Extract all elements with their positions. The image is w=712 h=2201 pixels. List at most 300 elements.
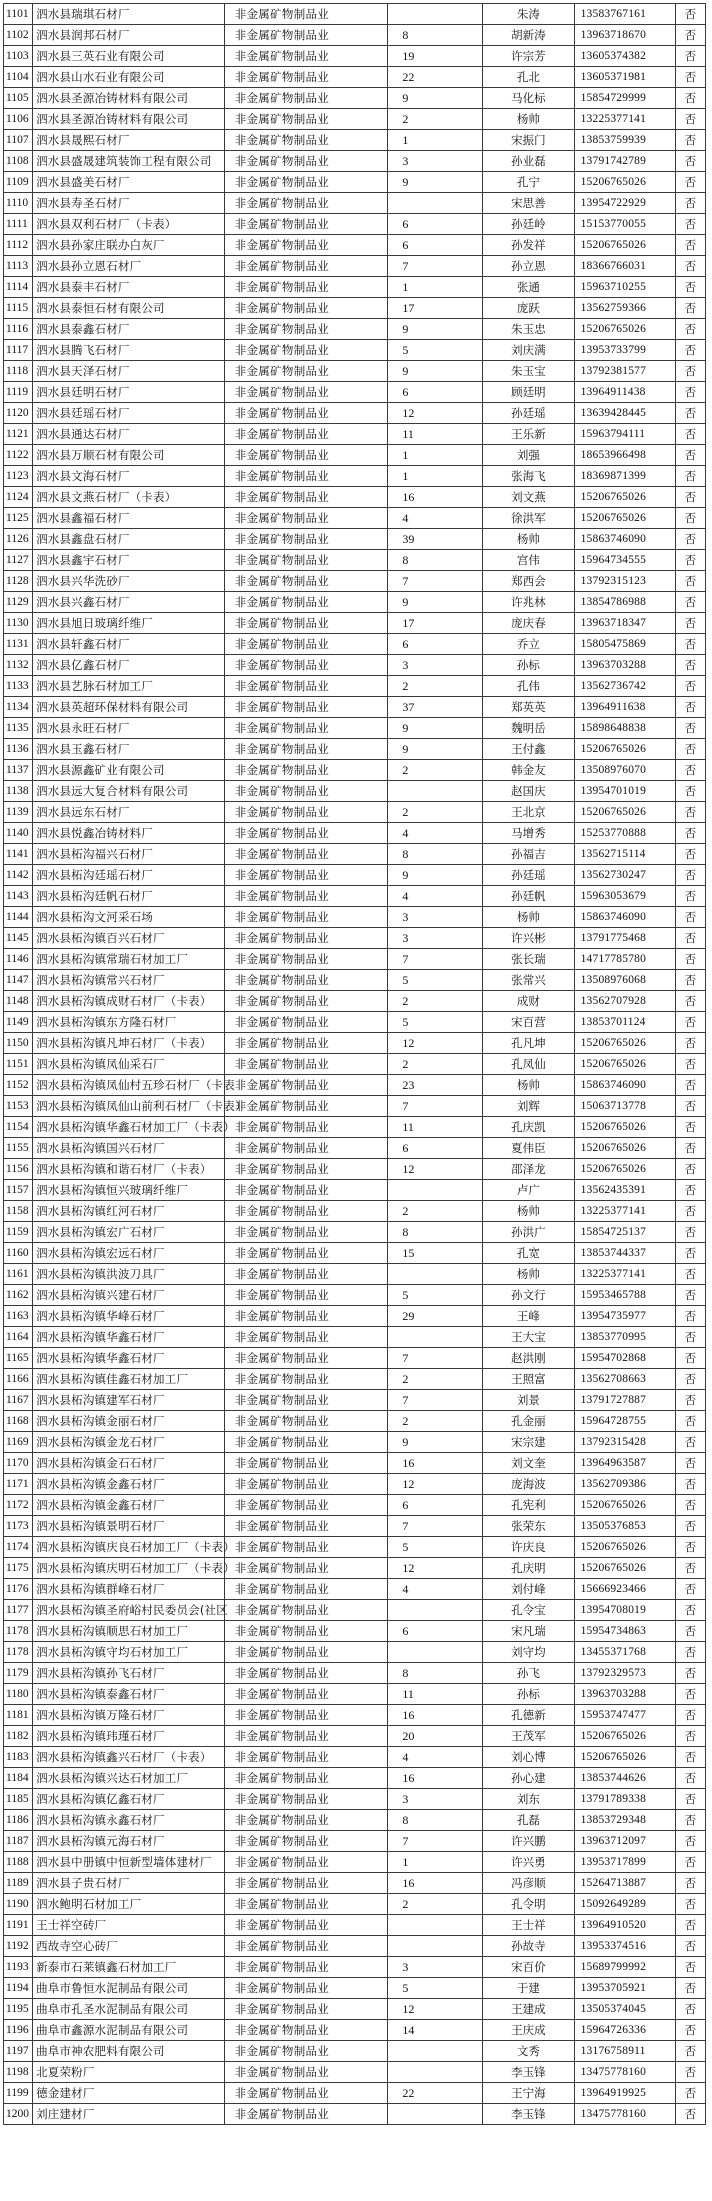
flag-cell: 否 [675, 865, 705, 886]
company-name-cell: 泗水县柘沟镇凤仙采石厂 [33, 1054, 225, 1075]
flag-cell: 否 [675, 739, 705, 760]
flag-cell: 否 [675, 949, 705, 970]
row-id-cell: 1150 [4, 1033, 33, 1054]
contact-person-cell: 刘景 [483, 1390, 575, 1411]
table-row [4, 2041, 706, 2062]
count-cell: 8 [388, 1663, 483, 1684]
contact-person-cell: 张通 [483, 277, 575, 298]
flag-cell: 否 [675, 340, 705, 361]
count-cell: 4 [388, 823, 483, 844]
company-name-cell: 泗水县柘沟镇守均石材加工厂 [33, 1642, 225, 1663]
table-row [4, 991, 706, 1012]
contact-person-cell: 王宁海 [483, 2083, 575, 2104]
count-cell: 6 [388, 1495, 483, 1516]
count-cell: 9 [388, 361, 483, 382]
company-name-cell: 泗水县文海石材厂 [33, 466, 225, 487]
contact-person-cell: 孙廷岭 [483, 214, 575, 235]
industry-category-cell: 非金属矿物制品业 [224, 550, 388, 571]
row-id-cell: 1159 [4, 1222, 33, 1243]
industry-category-cell: 非金属矿物制品业 [224, 1537, 388, 1558]
phone-number-cell: 18653966498 [574, 445, 675, 466]
company-name-cell: 泗水县孙家庄联办白灰厂 [33, 235, 225, 256]
contact-person-cell: 孔令宝 [483, 1600, 575, 1621]
contact-person-cell: 孙廷瑶 [483, 403, 575, 424]
row-id-cell: 1177 [4, 1600, 33, 1621]
company-name-cell: 北夏荣粉厂 [33, 2062, 225, 2083]
flag-cell: 否 [675, 193, 705, 214]
phone-number-cell: 13792329573 [574, 1663, 675, 1684]
table-row [4, 88, 706, 109]
contact-person-cell: 夏伟臣 [483, 1138, 575, 1159]
phone-number-cell: 13791775468 [574, 928, 675, 949]
contact-person-cell: 宫伟 [483, 550, 575, 571]
contact-person-cell: 杨帅 [483, 1264, 575, 1285]
phone-number-cell: 15964734555 [574, 550, 675, 571]
flag-cell: 否 [675, 1915, 705, 1936]
flag-cell: 否 [675, 907, 705, 928]
industry-category-cell: 非金属矿物制品业 [224, 886, 388, 907]
phone-number-cell: 13455371768 [574, 1642, 675, 1663]
table-row [4, 1747, 706, 1768]
count-cell: 5 [388, 1537, 483, 1558]
industry-category-cell: 非金属矿物制品业 [224, 1369, 388, 1390]
table-row [4, 109, 706, 130]
company-name-cell: 泗水县鑫盘石材厂 [33, 529, 225, 550]
row-id-cell: 1175 [4, 1558, 33, 1579]
industry-category-cell: 非金属矿物制品业 [224, 1453, 388, 1474]
contact-person-cell: 许兴鹏 [483, 1831, 575, 1852]
table-row [4, 1075, 706, 1096]
phone-number-cell: 13963718347 [574, 613, 675, 634]
company-name-cell: 泗水县晟熙石材厂 [33, 130, 225, 151]
table-row [4, 214, 706, 235]
company-name-cell: 泗水县柘沟镇华鑫石材厂 [33, 1348, 225, 1369]
contact-person-cell: 王峰 [483, 1306, 575, 1327]
table-row [4, 970, 706, 991]
company-name-cell: 泗水县英超环保材料有限公司 [33, 697, 225, 718]
flag-cell: 否 [675, 1642, 705, 1663]
company-name-cell: 泗水县盛晟建筑装饰工程有限公司 [33, 151, 225, 172]
flag-cell: 否 [675, 760, 705, 781]
flag-cell: 否 [675, 1852, 705, 1873]
industry-category-cell: 非金属矿物制品业 [224, 1894, 388, 1915]
contact-person-cell: 孙文行 [483, 1285, 575, 1306]
contact-person-cell: 王大宝 [483, 1327, 575, 1348]
industry-category-cell: 非金属矿物制品业 [224, 1558, 388, 1579]
flag-cell: 否 [675, 1999, 705, 2020]
table-row [4, 4, 706, 25]
row-id-cell: 1127 [4, 550, 33, 571]
count-cell: 1 [388, 130, 483, 151]
contact-person-cell: 张常兴 [483, 970, 575, 991]
row-id-cell: 1157 [4, 1180, 33, 1201]
phone-number-cell: 13605371981 [574, 67, 675, 88]
table-row [4, 319, 706, 340]
phone-number-cell: 15206765026 [574, 235, 675, 256]
phone-number-cell: 13853770995 [574, 1327, 675, 1348]
row-id-cell: 1143 [4, 886, 33, 907]
row-id-cell: 1149 [4, 1012, 33, 1033]
flag-cell: 否 [675, 1348, 705, 1369]
row-id-cell: 1196 [4, 2020, 33, 2041]
company-name-cell: 泗水县中册镇中恒新型墙体建材厂 [33, 1852, 225, 1873]
company-name-cell: 泗水县柘沟镇常瑞石材加工厂 [33, 949, 225, 970]
phone-number-cell: 13854786988 [574, 592, 675, 613]
phone-number-cell: 15898648838 [574, 718, 675, 739]
company-name-cell: 泗水县柘沟镇鑫兴石材厂（卡表） [33, 1747, 225, 1768]
table-row [4, 25, 706, 46]
table-row [4, 1852, 706, 1873]
contact-person-cell: 宋振门 [483, 130, 575, 151]
industry-category-cell: 非金属矿物制品业 [224, 529, 388, 550]
phone-number-cell: 13954701019 [574, 781, 675, 802]
row-id-cell: 1190 [4, 1894, 33, 1915]
flag-cell: 否 [675, 445, 705, 466]
flag-cell: 否 [675, 1705, 705, 1726]
row-id-cell: 1144 [4, 907, 33, 928]
count-cell: 9 [388, 172, 483, 193]
company-name-cell: 泗水县柘沟镇兴建石材厂 [33, 1285, 225, 1306]
company-name-cell: 泗水县廷明石材厂 [33, 382, 225, 403]
table-row [4, 928, 706, 949]
table-row [4, 424, 706, 445]
table-row [4, 1138, 706, 1159]
count-cell: 8 [388, 1222, 483, 1243]
company-name-cell: 泗水县泰鑫石材厂 [33, 319, 225, 340]
phone-number-cell: 15964726336 [574, 2020, 675, 2041]
flag-cell: 否 [675, 382, 705, 403]
count-cell: 2 [388, 1201, 483, 1222]
table-row [4, 1600, 706, 1621]
flag-cell: 否 [675, 109, 705, 130]
company-name-cell: 泗水县柘沟镇百兴石材厂 [33, 928, 225, 949]
phone-number-cell: 18369871399 [574, 466, 675, 487]
flag-cell: 否 [675, 1537, 705, 1558]
industry-category-cell: 非金属矿物制品业 [224, 613, 388, 634]
row-id-cell: 1158 [4, 1201, 33, 1222]
industry-category-cell: 非金属矿物制品业 [224, 1243, 388, 1264]
industry-category-cell: 非金属矿物制品业 [224, 130, 388, 151]
row-id-cell: 1130 [4, 613, 33, 634]
industry-category-cell: 非金属矿物制品业 [224, 1075, 388, 1096]
row-id-cell: 1137 [4, 760, 33, 781]
industry-category-cell: 非金属矿物制品业 [224, 1411, 388, 1432]
count-cell: 9 [388, 88, 483, 109]
row-id-cell: 1151 [4, 1054, 33, 1075]
contact-person-cell: 王士祥 [483, 1915, 575, 1936]
flag-cell: 否 [675, 529, 705, 550]
count-cell [388, 2104, 483, 2125]
count-cell: 11 [388, 1117, 483, 1138]
flag-cell: 否 [675, 1453, 705, 1474]
table-row [4, 1831, 706, 1852]
phone-number-cell: 13792381577 [574, 361, 675, 382]
company-name-cell: 泗水县柘沟镇建军石材厂 [33, 1390, 225, 1411]
company-name-cell: 泗水县柘沟镇群峰石材厂 [33, 1579, 225, 1600]
flag-cell: 否 [675, 25, 705, 46]
row-id-cell: 1152 [4, 1075, 33, 1096]
row-id-cell: 1200 [4, 2104, 33, 2125]
row-id-cell: 1111 [4, 214, 33, 235]
company-name-cell: 泗水县柘沟镇和谐石材厂（卡表） [33, 1159, 225, 1180]
company-name-cell: 新泰市石莱镇鑫石材加工厂 [33, 1957, 225, 1978]
contact-person-cell: 孙立恩 [483, 256, 575, 277]
contact-person-cell: 王庆成 [483, 2020, 575, 2041]
phone-number-cell: 15206765026 [574, 1159, 675, 1180]
table-row [4, 1915, 706, 1936]
row-id-cell: 1139 [4, 802, 33, 823]
count-cell: 11 [388, 1684, 483, 1705]
industry-category-cell: 非金属矿物制品业 [224, 445, 388, 466]
company-name-cell: 泗水县柘沟镇华峰石材厂 [33, 1306, 225, 1327]
industry-category-cell: 非金属矿物制品业 [224, 508, 388, 529]
contact-person-cell: 李玉锋 [483, 2062, 575, 2083]
industry-category-cell: 非金属矿物制品业 [224, 487, 388, 508]
industry-category-cell: 非金属矿物制品业 [224, 403, 388, 424]
industry-category-cell: 非金属矿物制品业 [224, 1978, 388, 1999]
company-name-cell: 泗水县艺脉石材加工厂 [33, 676, 225, 697]
row-id-cell: 1126 [4, 529, 33, 550]
company-name-cell: 泗水县柘沟镇宏广石材厂 [33, 1222, 225, 1243]
company-name-cell: 泗水县柘沟镇宏远石材厂 [33, 1243, 225, 1264]
count-cell [388, 1936, 483, 1957]
table-row [4, 1558, 706, 1579]
contact-person-cell: 刘强 [483, 445, 575, 466]
table-row [4, 361, 706, 382]
phone-number-cell: 13475778160 [574, 2062, 675, 2083]
flag-cell: 否 [675, 1369, 705, 1390]
count-cell: 5 [388, 1978, 483, 1999]
industry-category-cell: 非金属矿物制品业 [224, 676, 388, 697]
contact-person-cell: 孙洪广 [483, 1222, 575, 1243]
company-name-cell: 泗水县远东石材厂 [33, 802, 225, 823]
industry-category-cell: 非金属矿物制品业 [224, 907, 388, 928]
table-row [4, 130, 706, 151]
industry-category-cell: 非金属矿物制品业 [224, 1201, 388, 1222]
row-id-cell: 1169 [4, 1432, 33, 1453]
industry-category-cell: 非金属矿物制品业 [224, 277, 388, 298]
contact-person-cell: 孙发祥 [483, 235, 575, 256]
phone-number-cell: 13963703288 [574, 1684, 675, 1705]
count-cell: 3 [388, 655, 483, 676]
contact-person-cell: 卢广 [483, 1180, 575, 1201]
phone-number-cell: 13964911638 [574, 697, 675, 718]
contact-person-cell: 刘辉 [483, 1096, 575, 1117]
contact-person-cell: 郑英英 [483, 697, 575, 718]
count-cell: 6 [388, 634, 483, 655]
row-id-cell: 1145 [4, 928, 33, 949]
flag-cell: 否 [675, 550, 705, 571]
row-id-cell: 1123 [4, 466, 33, 487]
contact-person-cell: 赵国庆 [483, 781, 575, 802]
flag-cell: 否 [675, 67, 705, 88]
row-id-cell: 1131 [4, 634, 33, 655]
phone-number-cell: 13605374382 [574, 46, 675, 67]
flag-cell: 否 [675, 697, 705, 718]
flag-cell: 否 [675, 1033, 705, 1054]
industry-category-cell: 非金属矿物制品业 [224, 2062, 388, 2083]
contact-person-cell: 王北京 [483, 802, 575, 823]
count-cell: 9 [388, 592, 483, 613]
row-id-cell: 1164 [4, 1327, 33, 1348]
phone-number-cell: 15206765026 [574, 487, 675, 508]
contact-person-cell: 刘文奎 [483, 1453, 575, 1474]
count-cell [388, 1600, 483, 1621]
table-row [4, 844, 706, 865]
phone-number-cell: 13953374516 [574, 1936, 675, 1957]
row-id-cell: 1187 [4, 1831, 33, 1852]
phone-number-cell: 13225377141 [574, 109, 675, 130]
table-row [4, 1726, 706, 1747]
industry-category-cell: 非金属矿物制品业 [224, 319, 388, 340]
industry-category-cell: 非金属矿物制品业 [224, 1747, 388, 1768]
count-cell: 7 [388, 1348, 483, 1369]
industry-category-cell: 非金属矿物制品业 [224, 214, 388, 235]
phone-number-cell: 13505374045 [574, 1999, 675, 2020]
industry-category-cell: 非金属矿物制品业 [224, 865, 388, 886]
phone-number-cell: 13963712097 [574, 1831, 675, 1852]
count-cell [388, 781, 483, 802]
phone-number-cell: 13963718670 [574, 25, 675, 46]
phone-number-cell: 15963053679 [574, 886, 675, 907]
contact-person-cell: 胡新涛 [483, 25, 575, 46]
row-id-cell: 1109 [4, 172, 33, 193]
count-cell: 9 [388, 1432, 483, 1453]
phone-number-cell: 13176758911 [574, 2041, 675, 2062]
table-row [4, 1117, 706, 1138]
row-id-cell: 1153 [4, 1096, 33, 1117]
phone-number-cell: 15666923466 [574, 1579, 675, 1600]
phone-number-cell: 15854725137 [574, 1222, 675, 1243]
company-name-cell: 王士祥空砖厂 [33, 1915, 225, 1936]
phone-number-cell: 13953717899 [574, 1852, 675, 1873]
row-id-cell: 1162 [4, 1285, 33, 1306]
contact-person-cell: 孔德新 [483, 1705, 575, 1726]
industry-category-cell: 非金属矿物制品业 [224, 1474, 388, 1495]
company-name-cell: 泗水县柘沟廷瑶石材厂 [33, 865, 225, 886]
phone-number-cell: 15092649289 [574, 1894, 675, 1915]
flag-cell: 否 [675, 1243, 705, 1264]
count-cell: 16 [388, 1453, 483, 1474]
company-name-cell: 泗水县柘沟镇金龙石材厂 [33, 1432, 225, 1453]
count-cell: 7 [388, 1516, 483, 1537]
row-id-cell: 1197 [4, 2041, 33, 2062]
company-name-cell: 泗水县远大复合材料有限公司 [33, 781, 225, 802]
table-row [4, 1684, 706, 1705]
table-body [4, 4, 706, 2125]
row-id-cell: 1147 [4, 970, 33, 991]
phone-number-cell: 15206765026 [574, 1495, 675, 1516]
industry-category-cell: 非金属矿物制品业 [224, 1390, 388, 1411]
phone-number-cell: 13475778160 [574, 2104, 675, 2125]
flag-cell: 否 [675, 991, 705, 1012]
company-name-cell: 泗水县柘沟镇孙飞石材厂 [33, 1663, 225, 1684]
flag-cell: 否 [675, 214, 705, 235]
count-cell: 23 [388, 1075, 483, 1096]
row-id-cell: 1168 [4, 1411, 33, 1432]
phone-number-cell: 13791727887 [574, 1390, 675, 1411]
flag-cell: 否 [675, 2062, 705, 2083]
count-cell: 20 [388, 1726, 483, 1747]
phone-number-cell: 15206765026 [574, 172, 675, 193]
company-name-cell: 泗水县柘沟镇国兴石材厂 [33, 1138, 225, 1159]
phone-number-cell: 13508976068 [574, 970, 675, 991]
row-id-cell: 1193 [4, 1957, 33, 1978]
flag-cell: 否 [675, 844, 705, 865]
flag-cell: 否 [675, 1495, 705, 1516]
company-name-cell: 泗水县柘沟镇成财石材厂（卡表） [33, 991, 225, 1012]
phone-number-cell: 15206765026 [574, 508, 675, 529]
flag-cell: 否 [675, 634, 705, 655]
table-row [4, 1642, 706, 1663]
phone-number-cell: 15206765026 [574, 1558, 675, 1579]
row-id-cell: 1113 [4, 256, 33, 277]
table-row [4, 1579, 706, 1600]
table-row [4, 1054, 706, 1075]
contact-person-cell: 孙心建 [483, 1768, 575, 1789]
flag-cell: 否 [675, 1831, 705, 1852]
row-id-cell: 1155 [4, 1138, 33, 1159]
industry-category-cell: 非金属矿物制品业 [224, 2083, 388, 2104]
table-row [4, 1369, 706, 1390]
flag-cell: 否 [675, 1726, 705, 1747]
count-cell: 19 [388, 46, 483, 67]
company-name-cell: 泗水县柘沟镇凤仙山前利石材厂（卡表） [33, 1096, 225, 1117]
industry-category-cell: 非金属矿物制品业 [224, 1033, 388, 1054]
table-row [4, 382, 706, 403]
flag-cell: 否 [675, 1411, 705, 1432]
company-name-cell: 泗水县柘沟廷帆石材厂 [33, 886, 225, 907]
table-row [4, 1495, 706, 1516]
phone-number-cell: 15206765026 [574, 802, 675, 823]
company-name-cell: 泗水县柘沟镇玮瑾石材厂 [33, 1726, 225, 1747]
flag-cell: 否 [675, 4, 705, 25]
flag-cell: 否 [675, 1621, 705, 1642]
count-cell: 9 [388, 739, 483, 760]
contact-person-cell: 郑西会 [483, 571, 575, 592]
table-row [4, 1474, 706, 1495]
table-row [4, 1327, 706, 1348]
phone-number-cell: 14717785780 [574, 949, 675, 970]
phone-number-cell: 15206765026 [574, 1138, 675, 1159]
industry-category-cell: 非金属矿物制品业 [224, 1705, 388, 1726]
contact-person-cell: 杨帅 [483, 529, 575, 550]
contact-person-cell: 刘付峰 [483, 1579, 575, 1600]
flag-cell: 否 [675, 46, 705, 67]
phone-number-cell: 15063713778 [574, 1096, 675, 1117]
count-cell: 16 [388, 1873, 483, 1894]
flag-cell: 否 [675, 613, 705, 634]
company-name-cell: 西故寺空心砖厂 [33, 1936, 225, 1957]
company-name-cell: 泗水县圣源冶铸材料有限公司 [33, 88, 225, 109]
table-row [4, 1180, 706, 1201]
table-row [4, 1894, 706, 1915]
count-cell: 8 [388, 25, 483, 46]
flag-cell: 否 [675, 256, 705, 277]
table-row [4, 1789, 706, 1810]
table-row [4, 67, 706, 88]
industry-category-cell: 非金属矿物制品业 [224, 718, 388, 739]
contact-person-cell: 许兴彬 [483, 928, 575, 949]
contact-person-cell: 刘心博 [483, 1747, 575, 1768]
row-id-cell: 1183 [4, 1747, 33, 1768]
table-row [4, 1348, 706, 1369]
table-row [4, 802, 706, 823]
flag-cell: 否 [675, 1159, 705, 1180]
phone-number-cell: 15689799992 [574, 1957, 675, 1978]
flag-cell: 否 [675, 487, 705, 508]
phone-number-cell: 13562759366 [574, 298, 675, 319]
